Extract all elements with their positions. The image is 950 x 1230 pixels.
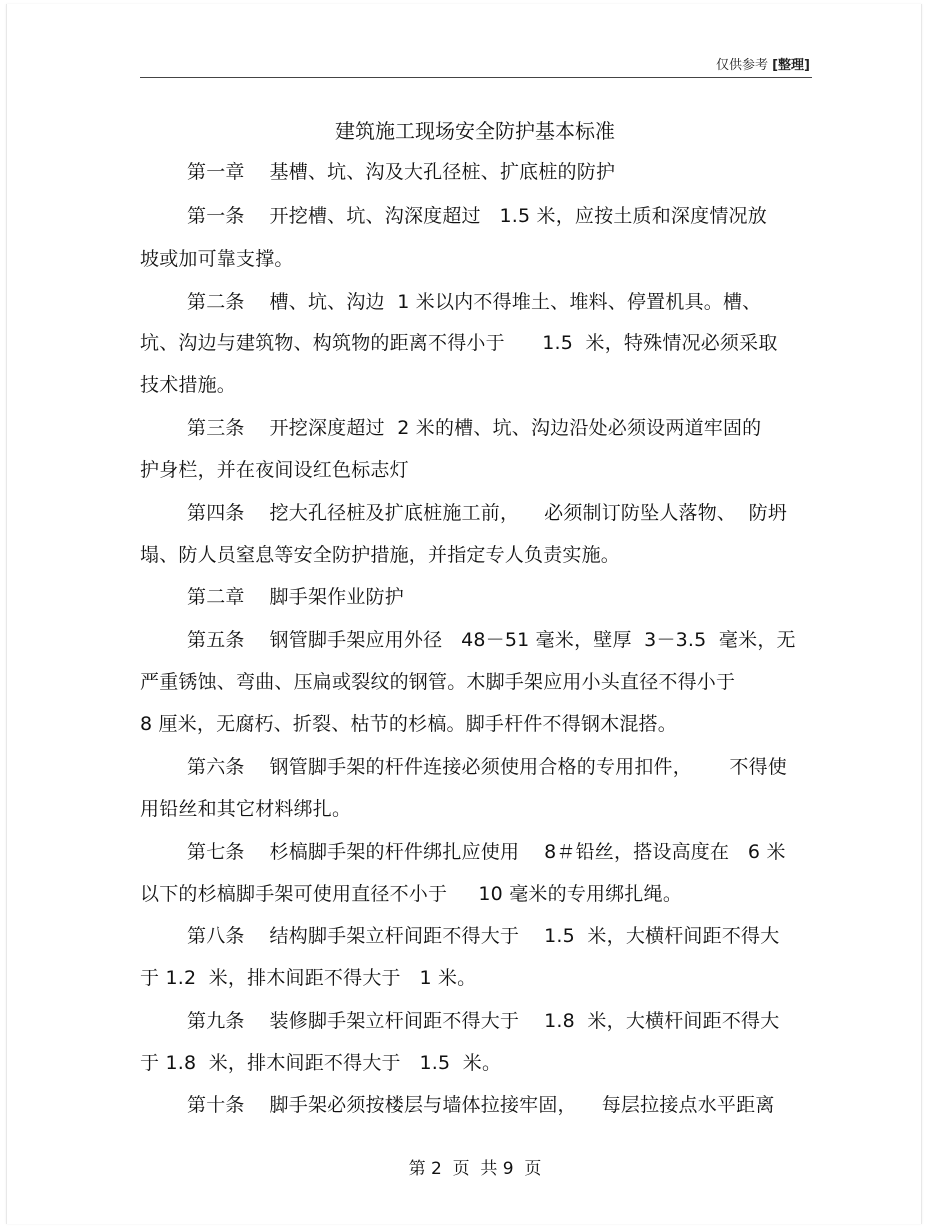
paragraph-line: 第一条 开挖槽、坑、沟深度超过 1.5 米，应按土质和深度情况放 [187,205,767,227]
header-note [716,54,810,73]
document-page [6,4,922,1224]
paragraph-line: 技术措施。 [140,374,237,396]
paragraph-line: 于 1.8 米，排木间距不得大于 1.5 米。 [140,1052,502,1074]
paragraph-line: 护身栏，并在夜间设红色标志灯 [140,459,409,481]
document-title: 建筑施工现场安全防护基本标准 [335,119,615,143]
header-divider [140,77,812,78]
header-note-text: 仅供参考 [715,58,768,73]
paragraph-line: 以下的杉槁脚手架可使用直径不小于 10 毫米的专用绑扎绳。 [140,883,683,905]
paragraph-line: 坡或加可靠支撑。 [140,248,294,270]
chapter-heading: 第一章 基槽、坑、沟及大孔径桩、扩底桩的防护 [187,161,616,183]
paragraph-line: 塌、防人员窒息等安全防护措施，并指定专人负责实施。 [140,544,621,566]
paragraph-line: 第七条 杉槁脚手架的杆件绑扎应使用 8＃铅丝，搭设高度在 6 米 [187,841,786,863]
paragraph-line: 坑、沟边与建筑物、构筑物的距离不得小于 1.5 米，特殊情况必须采取 [140,332,778,354]
paragraph-line: 第十条 脚手架必须按楼层与墙体拉接牢固， 每层拉接点水平距离 [187,1094,775,1116]
paragraph-line: 第三条 开挖深度超过 2 米的槽、坑、沟边沿处必须设两道牢固的 [187,417,762,439]
paragraph-line: 用铅丝和其它材料绑扎。 [140,798,352,820]
paragraph-line: 严重锈蚀、弯曲、压扁或裂纹的钢管。木脚手架应用小头直径不得小于 [140,671,736,693]
paragraph-line: 第九条 装修脚手架立杆间距不得大于 1.8 米，大横杆间距不得大 [187,1010,780,1032]
paragraph-line: 第二条 槽、坑、沟边 1 米以内不得堆土、堆料、停置机具。槽、 [187,291,762,313]
page-number-footer: 第 2 页 共 9 页 [408,1159,542,1179]
chapter-heading: 第二章 脚手架作业防护 [187,586,404,608]
header-tag: [整理] [772,58,810,73]
paragraph-line: 8 厘米，无腐朽、折裂、枯节的杉槁。脚手杆件不得钢木混搭。 [140,713,677,735]
paragraph-line: 第六条 钢管脚手架的杆件连接必须使用合格的专用扣件， 不得使 [187,756,787,778]
paragraph-line: 第五条 钢管脚手架应用外径 48－51 毫米，壁厚 3－3.5 毫米，无 [187,629,796,651]
paragraph-line: 第四条 挖大孔径桩及扩底桩施工前， 必须制订防坠人落物、 防坍 [187,502,787,524]
paragraph-line: 于 1.2 米，排木间距不得大于 1 米。 [140,967,477,989]
paragraph-line: 第八条 结构脚手架立杆间距不得大于 1.5 米，大横杆间距不得大 [187,925,780,947]
